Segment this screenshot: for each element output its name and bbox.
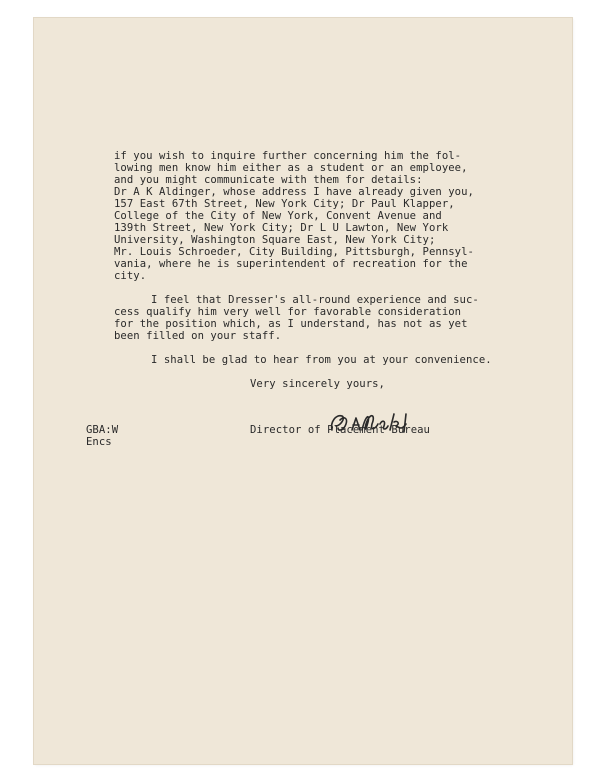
body-line: University, Washington Square East, New York City; <box>114 234 436 246</box>
body-line: for the position which, as I understand, has not as yet <box>114 318 468 330</box>
body-line: been filled on your staff. <box>114 330 282 342</box>
body-line: city. <box>114 270 147 282</box>
closing: Very sincerely yours, <box>250 378 385 390</box>
body-line: cess qualify him very well for favorable consideration <box>114 306 462 318</box>
body-line: I feel that Dresser's all-round experience and suc- <box>151 294 479 306</box>
body-line: Mr. Louis Schroeder, City Building, Pittsburgh, Pennsyl- <box>114 246 474 258</box>
body-line: College of the City of New York, Convent Avenue and <box>114 210 442 222</box>
signer-title: Director of Placement Bureau <box>250 424 430 436</box>
reference-initials: GBA:W <box>86 424 119 436</box>
body-line: and you might communicate with them for details: <box>114 174 423 186</box>
body-line: I shall be glad to hear from you at your convenience. <box>151 354 492 366</box>
body-line: lowing men know him either as a student or an employee, <box>114 162 468 174</box>
body-line: 157 East 67th Street, New York City; Dr Paul Klapper, <box>114 198 455 210</box>
body-line: if you wish to inquire further concerning him the fol- <box>114 150 462 162</box>
enclosures-note: Encs <box>86 436 112 448</box>
letter-page <box>34 18 572 764</box>
body-line: Dr A K Aldinger, whose address I have already given you, <box>114 186 474 198</box>
body-line: vania, where he is superintendent of recreation for the <box>114 258 468 270</box>
body-line: 139th Street, New York City; Dr L U Lawton, New York <box>114 222 449 234</box>
